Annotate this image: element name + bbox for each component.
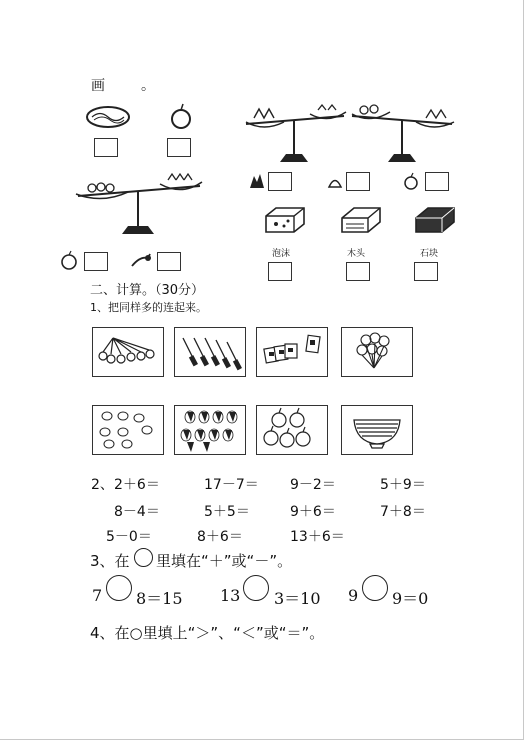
q2-item: 8＋6＝ [197,529,243,545]
answer-box-stone[interactable] [414,262,438,281]
q3-eq-a: 7 [92,586,103,605]
q2-item: 8－4＝ [114,504,160,520]
apple-small-icon [58,250,80,270]
picture-box-cards[interactable] [256,327,328,377]
q3-answer-circle[interactable] [106,575,132,601]
balance-scale-left [72,168,206,244]
q3-prefix: 3、在 [90,552,130,570]
melon-icon [84,104,132,130]
pear-icon [326,172,344,190]
q2-item: 2＋6＝ [114,477,160,493]
section-2-title: 二、计算。（30分） [90,283,205,298]
picture-box-balloons[interactable] [341,327,413,377]
stone-block-icon [412,204,458,234]
picture-box-knives[interactable] [174,327,246,377]
apple-icon [168,102,194,130]
q2-label: 2、 [91,477,114,493]
q2-item: 9－2＝ [290,477,336,493]
q2-item: 5－0＝ [106,529,152,545]
top-dot: 。 [141,78,155,94]
label-wood: 木头 [347,249,366,259]
q2-item: 9＋6＝ [290,504,336,520]
q3-answer-circle[interactable] [362,575,388,601]
answer-box-pineapple[interactable] [268,172,292,191]
q3-eq-b: 8＝15 [136,589,183,608]
apple-icon-2 [401,172,421,190]
q2-item: 13＋6＝ [290,529,345,545]
q3-eq-a: 9 [348,586,359,605]
q2-item: 17－7＝ [204,477,259,493]
pineapple-icon [248,172,266,190]
q3-instruction: 里填在“＋”或“－”。 [156,552,293,570]
answer-box-apple-2[interactable] [84,252,108,271]
q3-eq-b: 3＝10 [274,589,321,608]
q3-eq-b: 9＝0 [392,589,429,608]
q2-item: 7＋8＝ [380,504,426,520]
picture-box-strawberries[interactable] [174,405,246,455]
q3-eq-a: 13 [220,586,241,605]
foam-block-icon [262,204,308,234]
answer-box-foam[interactable] [268,262,292,281]
q3-answer-circle[interactable] [243,575,269,601]
picture-box-bowls[interactable] [341,405,413,455]
answer-box-radish[interactable] [157,252,181,271]
label-stone: 石块 [420,249,439,259]
answer-box-apple[interactable] [167,138,191,157]
q2-item: 5＋5＝ [204,504,250,520]
q2-item: 5＋9＝ [380,477,426,493]
q4-instruction: 4、在○里填上“＞”、“＜”或“＝”。 [90,624,325,642]
answer-box-pear[interactable] [346,172,370,191]
answer-box-melon[interactable] [94,138,118,157]
picture-box-flowers[interactable] [92,405,164,455]
balance-scale-right-2 [346,102,458,164]
label-foam: 泡沫 [272,249,291,259]
picture-box-cherries[interactable] [92,327,164,377]
q3-circle-icon [134,548,153,567]
answer-box-wood[interactable] [346,262,370,281]
picture-box-peaches[interactable] [256,405,328,455]
top-char: 画 [91,78,105,94]
radish-icon [128,250,154,270]
balance-scale-right-1 [240,104,350,166]
wood-block-icon [338,204,384,234]
q1-instruction: 1、把同样多的连起来。 [90,301,207,314]
answer-box-apple-3[interactable] [425,172,449,191]
